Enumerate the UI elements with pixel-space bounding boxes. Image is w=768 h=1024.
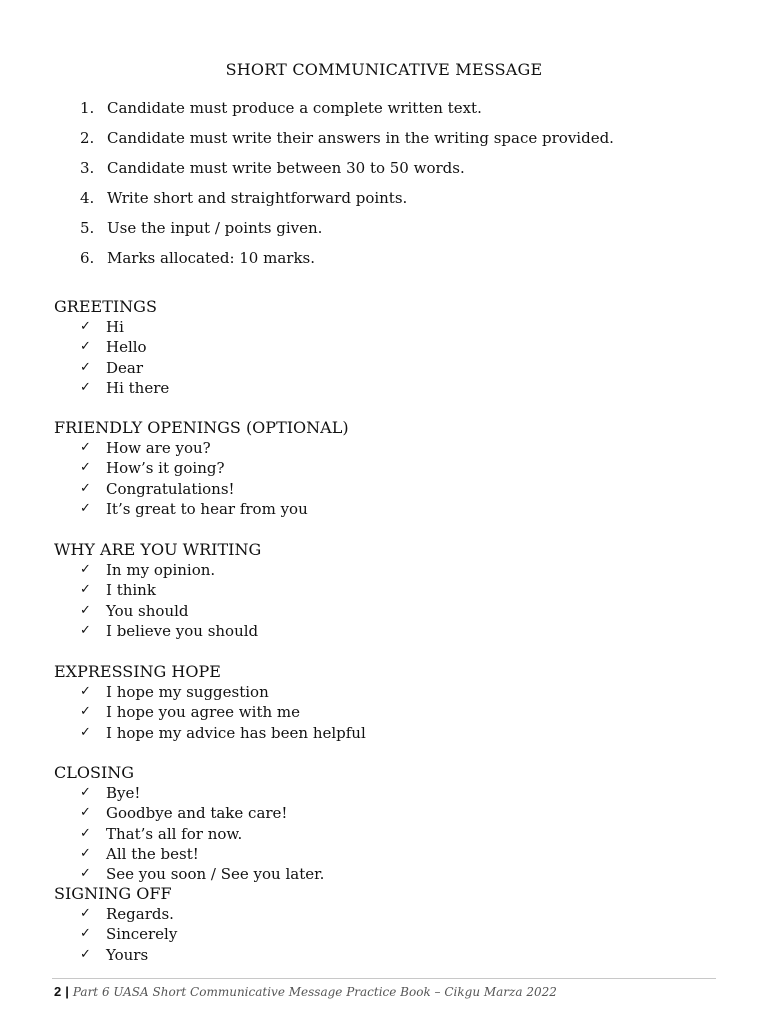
phrase-text: You should: [106, 601, 189, 620]
checkmark-icon: ✓: [80, 359, 91, 375]
instruction-item: [80, 186, 614, 216]
phrase-text: All the best!: [106, 845, 199, 864]
phrase-text: Sincerely: [106, 925, 178, 944]
instruction-text: Write short and straightforward points.: [107, 189, 408, 207]
instruction-item: [80, 96, 614, 126]
checkmark-icon: ✓: [80, 319, 91, 335]
instruction-text: Candidate must produce a complete written text.: [107, 99, 482, 117]
section-signing-off: [54, 884, 177, 965]
phrase-text: In my opinion.: [106, 561, 216, 580]
checkmark-icon: ✓: [80, 460, 91, 476]
phrase-text: Hi there: [106, 379, 170, 398]
instruction-number: 1.: [80, 99, 95, 117]
phrase-text: How’s it going?: [106, 459, 225, 478]
phrase-text: That’s all for now.: [106, 824, 243, 843]
phrase-list: [54, 783, 324, 884]
list-item: [54, 702, 366, 722]
section-heading: CLOSING: [54, 763, 135, 782]
phrase-text: How are you?: [106, 439, 211, 458]
phrase-text: I think: [106, 581, 156, 600]
instruction-item: [80, 216, 614, 246]
instruction-item: [80, 246, 614, 276]
list-item: [54, 378, 169, 398]
phrase-text: Congratulations!: [106, 479, 235, 498]
list-item: [54, 580, 261, 600]
phrase-text: Bye!: [106, 784, 141, 803]
list-item: [54, 337, 169, 357]
phrase-text: Hi: [106, 318, 124, 337]
instruction-text: Use the input / points given.: [107, 219, 323, 237]
page-footer: [54, 983, 557, 1001]
checkmark-icon: ✓: [80, 623, 91, 639]
checkmark-icon: ✓: [80, 501, 91, 517]
phrase-text: See you soon / See you later.: [106, 865, 325, 884]
phrase-list: [54, 560, 261, 641]
phrase-list: [54, 682, 366, 743]
instruction-item: [80, 156, 614, 186]
phrase-text: Goodbye and take care!: [106, 804, 288, 823]
phrase-text: Hello: [106, 338, 147, 357]
phrase-text: I hope you agree with me: [106, 703, 300, 722]
list-item: [54, 499, 349, 519]
section-why-writing: [54, 540, 261, 641]
section-heading: FRIENDLY OPENINGS (OPTIONAL): [54, 418, 349, 437]
checkmark-icon: ✓: [80, 480, 91, 496]
checkmark-icon: ✓: [80, 805, 91, 821]
phrase-list: [54, 438, 349, 519]
checkmark-icon: ✓: [80, 906, 91, 922]
checkmark-icon: ✓: [80, 866, 91, 882]
checkmark-icon: ✓: [80, 684, 91, 700]
phrase-text: I hope my suggestion: [106, 683, 269, 702]
instruction-number: 6.: [80, 249, 95, 267]
list-item: [54, 358, 169, 378]
list-item: [54, 904, 177, 924]
checkmark-icon: ✓: [80, 339, 91, 355]
checkmark-icon: ✓: [80, 380, 91, 396]
instruction-text: Candidate must write between 30 to 50 words.: [107, 159, 465, 177]
instruction-text: Marks allocated: 10 marks.: [107, 249, 316, 267]
checkmark-icon: ✓: [80, 825, 91, 841]
list-item: [54, 479, 349, 499]
list-item: [54, 317, 169, 337]
page-title: SHORT COMMUNICATIVE MESSAGE: [225, 60, 543, 79]
checkmark-icon: ✓: [80, 440, 91, 456]
checkmark-icon: ✓: [80, 602, 91, 618]
list-item: [54, 438, 349, 458]
list-item: [54, 560, 261, 580]
instructions-list: [80, 96, 614, 276]
list-item: [54, 601, 261, 621]
footer-divider: [52, 978, 716, 979]
list-item: [54, 924, 177, 944]
list-item: [54, 945, 177, 965]
instruction-text: Candidate must write their answers in the writing space provided.: [107, 129, 614, 147]
instruction-number: 4.: [80, 189, 95, 207]
phrase-text: I hope my advice has been helpful: [106, 723, 366, 742]
section-heading: EXPRESSING HOPE: [54, 662, 221, 681]
phrase-text: I believe you should: [106, 622, 259, 641]
list-item: [54, 723, 366, 743]
phrase-text: It’s great to hear from you: [106, 500, 308, 519]
checkmark-icon: ✓: [80, 785, 91, 801]
footer-separator: |: [65, 984, 69, 999]
checkmark-icon: ✓: [80, 724, 91, 740]
list-item: [54, 458, 349, 478]
phrase-list: [54, 904, 177, 965]
checkmark-icon: ✓: [80, 846, 91, 862]
section-heading: GREETINGS: [54, 297, 157, 316]
list-item: [54, 844, 324, 864]
section-heading: WHY ARE YOU WRITING: [54, 540, 262, 559]
instruction-number: 2.: [80, 129, 95, 147]
phrase-text: Regards.: [106, 905, 174, 924]
list-item: [54, 864, 324, 884]
checkmark-icon: ✓: [80, 926, 91, 942]
checkmark-icon: ✓: [80, 946, 91, 962]
checkmark-icon: ✓: [80, 562, 91, 578]
section-heading: SIGNING OFF: [54, 884, 172, 903]
list-item: [54, 783, 324, 803]
list-item: [54, 824, 324, 844]
page-number: 2: [54, 984, 62, 999]
checkmark-icon: ✓: [80, 582, 91, 598]
section-greetings: [54, 297, 169, 398]
checkmark-icon: ✓: [80, 704, 91, 720]
list-item: [54, 682, 366, 702]
footer-text: Part 6 UASA Short Communicative Message Practice Book – Cikgu Marza 2022: [72, 985, 557, 999]
list-item: [54, 621, 261, 641]
instruction-number: 3.: [80, 159, 95, 177]
phrase-text: Dear: [106, 358, 144, 377]
instruction-item: [80, 126, 614, 156]
section-closing: [54, 763, 324, 884]
phrase-text: Yours: [106, 945, 149, 964]
instruction-number: 5.: [80, 219, 95, 237]
list-item: [54, 803, 324, 823]
phrase-list: [54, 317, 169, 398]
section-expressing-hope: [54, 662, 366, 743]
section-friendly-openings: [54, 418, 349, 519]
